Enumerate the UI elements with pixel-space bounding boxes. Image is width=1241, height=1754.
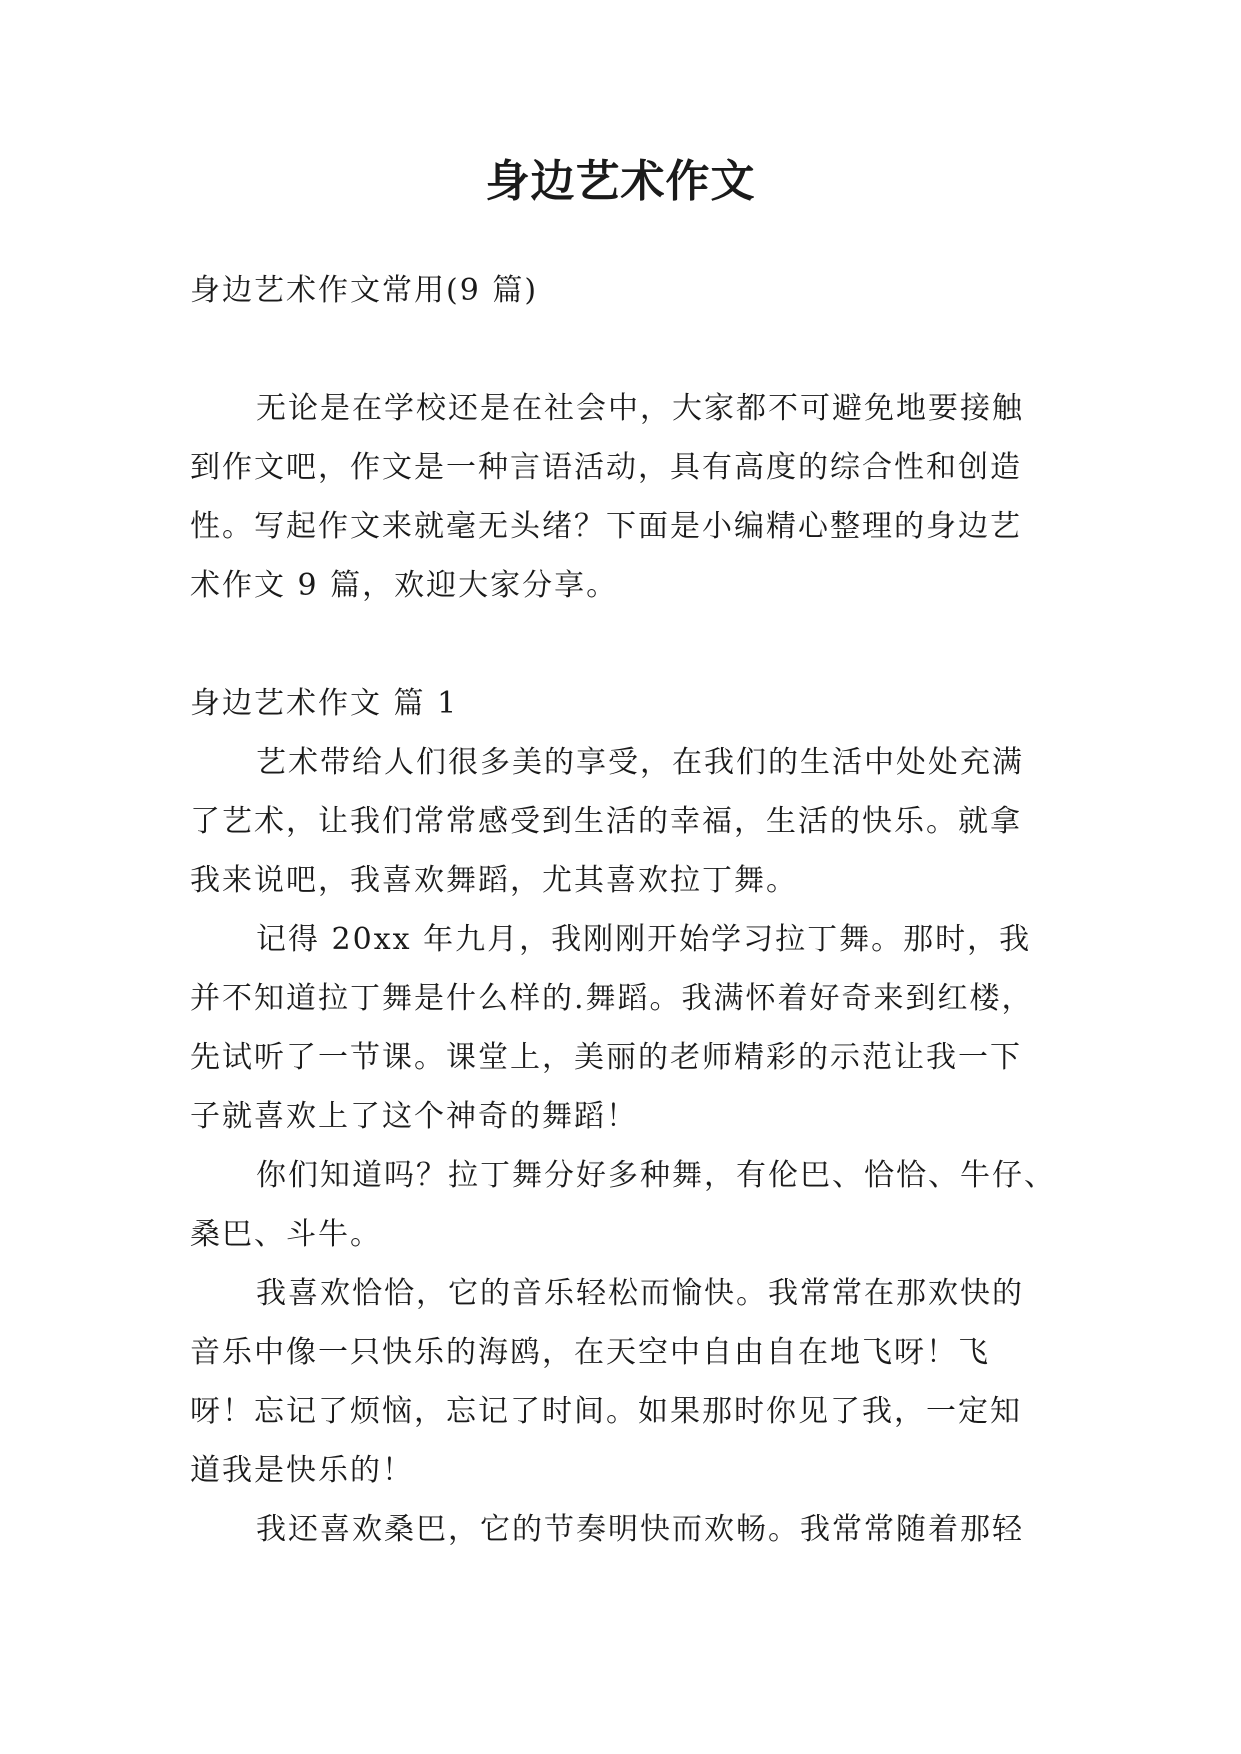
document-title: 身边艺术作文 (485, 156, 756, 207)
paragraph-line: 记得 20xx 年九月，我刚刚开始学习拉丁舞。那时，我 (256, 922, 1032, 957)
paragraph-line: 艺术带给人们很多美的享受，在我们的生活中处处充满 (256, 745, 1024, 780)
intro-line: 无论是在学校还是在社会中，大家都不可避免地要接触 (256, 391, 1024, 426)
paragraph-line: 先试听了一节课。课堂上，美丽的老师精彩的示范让我一下 (190, 1040, 1022, 1075)
paragraph-3 (190, 1146, 1060, 1264)
intro-line: 性。写起作文来就毫无头绪？下面是小编精心整理的身边艺 (190, 509, 1022, 544)
paragraph-2 (190, 910, 1060, 1146)
paragraph-line: 呀！忘记了烦恼，忘记了时间。如果那时你见了我，一定知 (190, 1394, 1022, 1429)
paragraph-4 (190, 1264, 1060, 1500)
paragraph-line: 音乐中像一只快乐的海鸥，在天空中自由自在地飞呀！飞 (190, 1335, 990, 1370)
paragraph-line: 我来说吧，我喜欢舞蹈，尤其喜欢拉丁舞。 (190, 863, 798, 898)
paragraph-line: 子就喜欢上了这个神奇的舞蹈！ (190, 1099, 638, 1134)
blank-line (190, 615, 1060, 674)
paragraph-line: 你们知道吗？拉丁舞分好多种舞，有伦巴、恰恰、牛仔、 (256, 1158, 1056, 1193)
paragraph-line: 道我是快乐的！ (190, 1453, 414, 1488)
document-body (190, 261, 1060, 1559)
blank-line (190, 320, 1060, 379)
paragraph-line: 了艺术，让我们常常感受到生活的幸福，生活的快乐。就拿 (190, 804, 1022, 839)
intro-line: 到作文吧，作文是一种言语活动，具有高度的综合性和创造 (190, 450, 1022, 485)
paragraph-line: 桑巴、斗牛。 (190, 1217, 382, 1252)
section-heading: 身边艺术作文 篇 1 (190, 686, 459, 721)
intro-line: 术作文 9 篇，欢迎大家分享。 (190, 568, 619, 603)
document-subtitle: 身边艺术作文常用(9 篇) (190, 273, 539, 308)
paragraph-line: 我还喜欢桑巴，它的节奏明快而欢畅。我常常随着那轻 (256, 1512, 1024, 1547)
paragraph-5 (190, 1500, 1060, 1559)
paragraph-line: 我喜欢恰恰，它的音乐轻松而愉快。我常常在那欢快的 (256, 1276, 1024, 1311)
paragraph-1 (190, 733, 1060, 910)
intro-paragraph (190, 379, 1060, 615)
paragraph-line: 并不知道拉丁舞是什么样的.舞蹈。我满怀着好奇来到红楼， (190, 981, 1034, 1016)
